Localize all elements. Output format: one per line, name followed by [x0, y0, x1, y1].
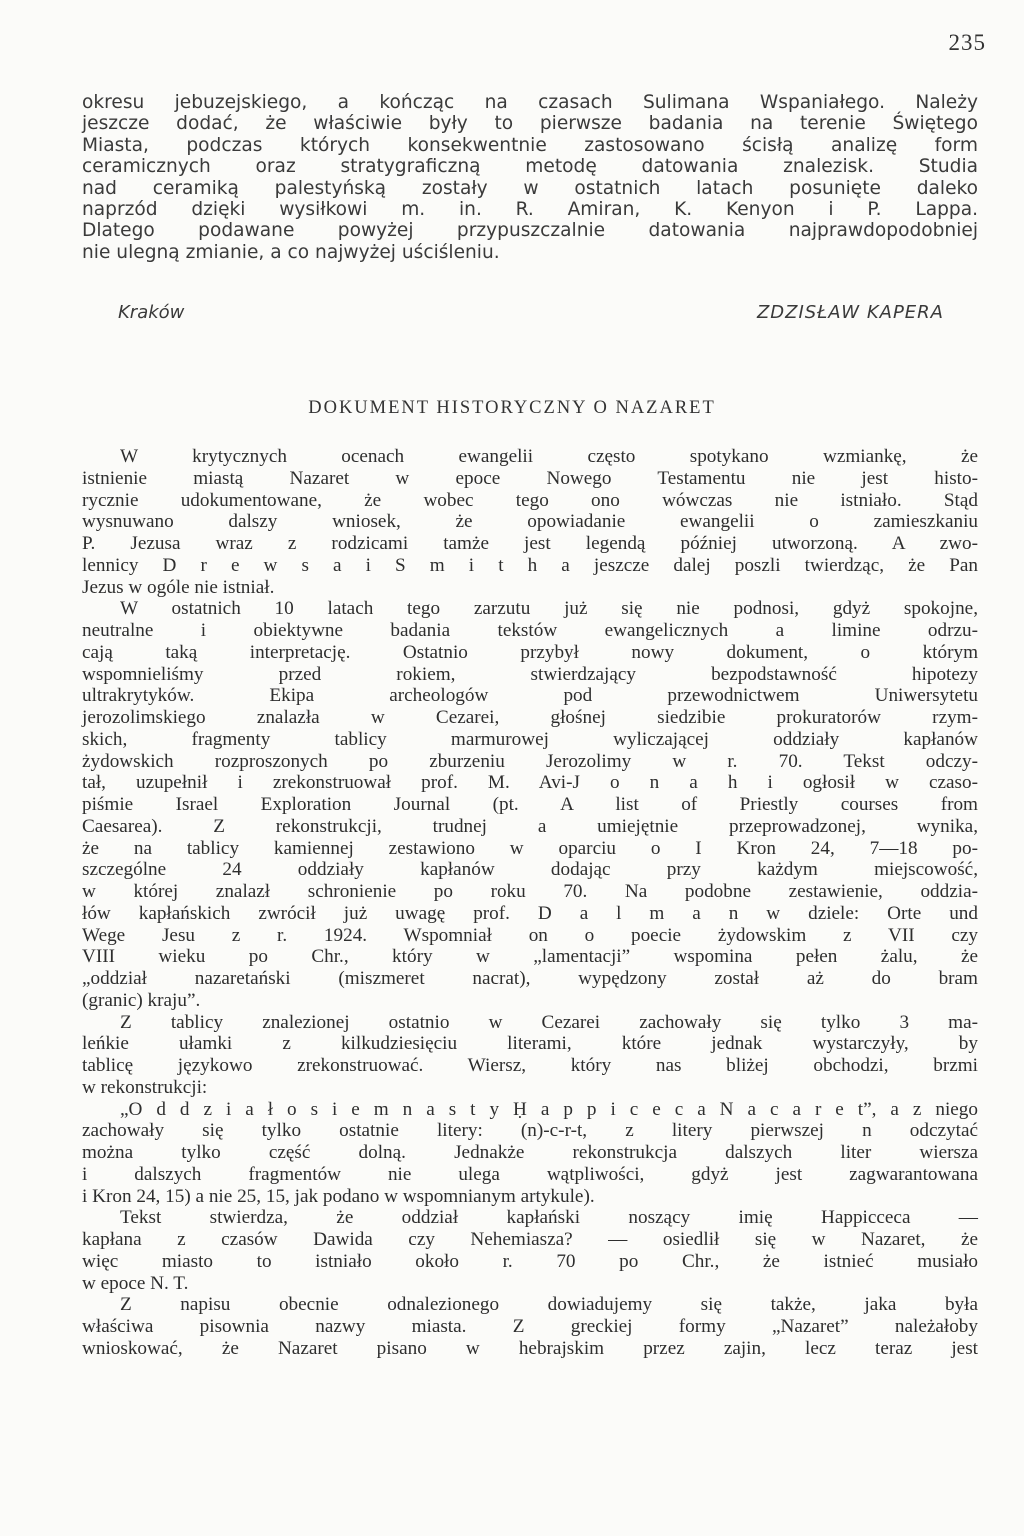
text-line: nad ceramiką palestyńską zostały w ostatnich latach posunięte daleko — [82, 177, 978, 199]
text-line: Tekst stwierdza, że oddział kapłański noszący imię Happicceca — — [120, 1207, 978, 1229]
text-line: można tylko część dolną. Jednakże rekonstrukcja dalszych liter wiersza — [82, 1142, 978, 1163]
text-line: nie ulegną zmianie, a co najwyżej uściśleniu. — [82, 241, 500, 263]
text-line: P. Jezusa wraz z rodzicami tamże jest legendą później utworzoną. A zwo- — [82, 533, 978, 554]
text-line: Caesarea). Z rekonstrukcji, trudnej a umiejętnie przeprowadzonej, wynika, — [82, 815, 978, 837]
text-line: Miasta, podczas których konsekwentnie zastosowano ścisłą analizę form — [82, 134, 978, 156]
page-number: 235 — [948, 30, 986, 55]
article-title: DOKUMENT HISTORYCZNY O NAZARET — [308, 398, 716, 418]
text-line: VIII wieku po Chr., który w „lamentacji” wspomina pełen żalu, że — [82, 946, 978, 968]
text-line: tablicę językowo zrekonstruować. Wiersz, który nas bliżej obchodzi, brzmi — [82, 1055, 978, 1076]
text-line: wysnuwano dalszy wniosek, że opowiadanie ewangelii o zamieszkaniu — [82, 511, 978, 533]
text-line: właściwa pisownia nazwy miasta. Z greckiej formy „Nazaret” należałoby — [82, 1316, 978, 1337]
text-line: że na tablicy kamiennej zestawiono w oparciu o I Kron 24, 7—18 po- — [82, 837, 978, 859]
text-line: i dalszych fragmentów nie ulega wątpliwości, gdyż jest zagwarantowana — [82, 1163, 978, 1185]
text-line: jerozolimskiego znalazła w Cezarei, głośnej siedzibie prokuratorów rzym- — [82, 707, 978, 728]
text-line: w epoce N. T. — [82, 1272, 189, 1294]
text-line: zachowały się tylko ostatnie litery: (n)-c-r-t, z litery pierwszej n odczytać — [82, 1120, 978, 1142]
text-line: wnioskować, że Nazaret pisano w hebrajskim przez zajin, lecz teraz jest — [82, 1337, 978, 1359]
text-line: cają taką interpretację. Ostatnio przybył nowy dokument, o którym — [82, 641, 978, 663]
text-line: Wege Jesu z r. 1924. Wspomniał on o poecie żydowskim z VII czy — [82, 924, 978, 946]
text-line: Z napisu obecnie odnalezionego dowiadujemy się także, jaka była — [120, 1294, 978, 1316]
text-line: „oddział nazaretański (miszmeret nacrat), wypędzony został aż do bram — [82, 968, 978, 989]
text-line: ceramicznych oraz stratygraficzną metodę datowania znalezisk. Studia — [82, 156, 978, 178]
text-line: żydowskich rozproszonych po zburzeniu Jerozolimy w r. 70. Tekst odczy- — [82, 750, 978, 772]
text-line: wspomnieliśmy przed rokiem, stwierdzający bezpodstawność hipotezy — [82, 663, 978, 685]
text-line: w której znalazł schronienie po roku 70. Na podobne zestawienie, oddzia- — [82, 881, 978, 902]
previous-article-ending — [82, 92, 978, 263]
text-line: naprzód dzięki wysiłkowi m. in. R. Amiran, K. Kenyon i P. Lappa. — [82, 199, 978, 221]
text-line: Jezus w ogóle nie istniał. — [82, 576, 275, 598]
text-line: ultrakrytyków. Ekipa archeologów pod przewodnictwem Uniwersytetu — [82, 685, 978, 707]
text-line: i Kron 24, 15) a nie 25, 15, jak podano w wspomnianym artykule). — [82, 1185, 595, 1207]
text-line: rycznie udokumentowane, że wobec tego ono wówczas nie istniało. Stąd — [82, 489, 978, 511]
text-line: skich, fragmenty tablicy marmurowej wyliczającej oddziały kapłanów — [82, 728, 978, 750]
text-line: szczególne 24 oddziały kapłanów dodając przy każdym miejscowość, — [82, 859, 978, 881]
text-line: jeszcze dodać, że właściwie były to pierwsze badania na terenie Świętego — [82, 113, 978, 135]
signature-author: ZDZISŁAW KAPERA — [756, 302, 944, 323]
text-line: więc miasto to istniało około r. 70 po Chr., że istnieć musiało — [82, 1250, 978, 1272]
text-line: W ostatnich 10 latach tego zarzutu już się nie podnosi, gdyż spokojne, — [120, 598, 978, 620]
text-line: leńkie ułamki z kilkudziesięciu literami, które jednak wystarczyły, by — [82, 1033, 978, 1055]
text-line: Z tablicy znalezionej ostatnio w Cezarei zachowały się tylko 3 ma- — [120, 1011, 978, 1033]
text-line: łów kapłańskich zwrócił już uwagę prof. D a l m a n w dziele: Orte und — [82, 902, 978, 924]
text-line: „O d d z i a ł o s i e m n a s t y Ḥ a p p i c e c a N a c a r e t”, a z niego — [120, 1098, 978, 1120]
text-line: Dlatego podawane powyżej przypuszczalnie datowania najprawdopodobniej — [82, 220, 978, 242]
text-line: piśmie Israel Exploration Journal (pt. A list of Priestly courses from — [82, 794, 978, 815]
article-body — [82, 446, 978, 1360]
text-line: W krytycznych ocenach ewangelii często spotykano wzmiankę, że — [120, 446, 978, 467]
text-line: neutralne i obiektywne badania tekstów ewangelicznych a limine odrzu- — [82, 620, 978, 641]
text-line: (granic) kraju”. — [82, 989, 201, 1011]
text-line: okresu jebuzejskiego, a kończąc na czasach Sulimana Wspaniałego. Należy — [82, 92, 978, 113]
text-line: tał, uzupełnił i zrekonstruował prof. M. Avi-J o n a h i ogłosił w czaso- — [82, 772, 978, 794]
text-line: kapłana z czasów Dawida czy Nehemiasza? — osiedlił się w Nazaret, że — [82, 1229, 978, 1250]
text-line: w rekonstrukcji: — [82, 1076, 208, 1098]
text-line: istnienie miastą Nazaret w epoce Nowego Testamentu nie jest histo- — [82, 467, 978, 489]
text-line: lennicy D r e w s a i S m i t h a jeszcze dalej poszli twierdząc, że Pan — [82, 554, 978, 576]
signature-place: Kraków — [118, 302, 185, 323]
